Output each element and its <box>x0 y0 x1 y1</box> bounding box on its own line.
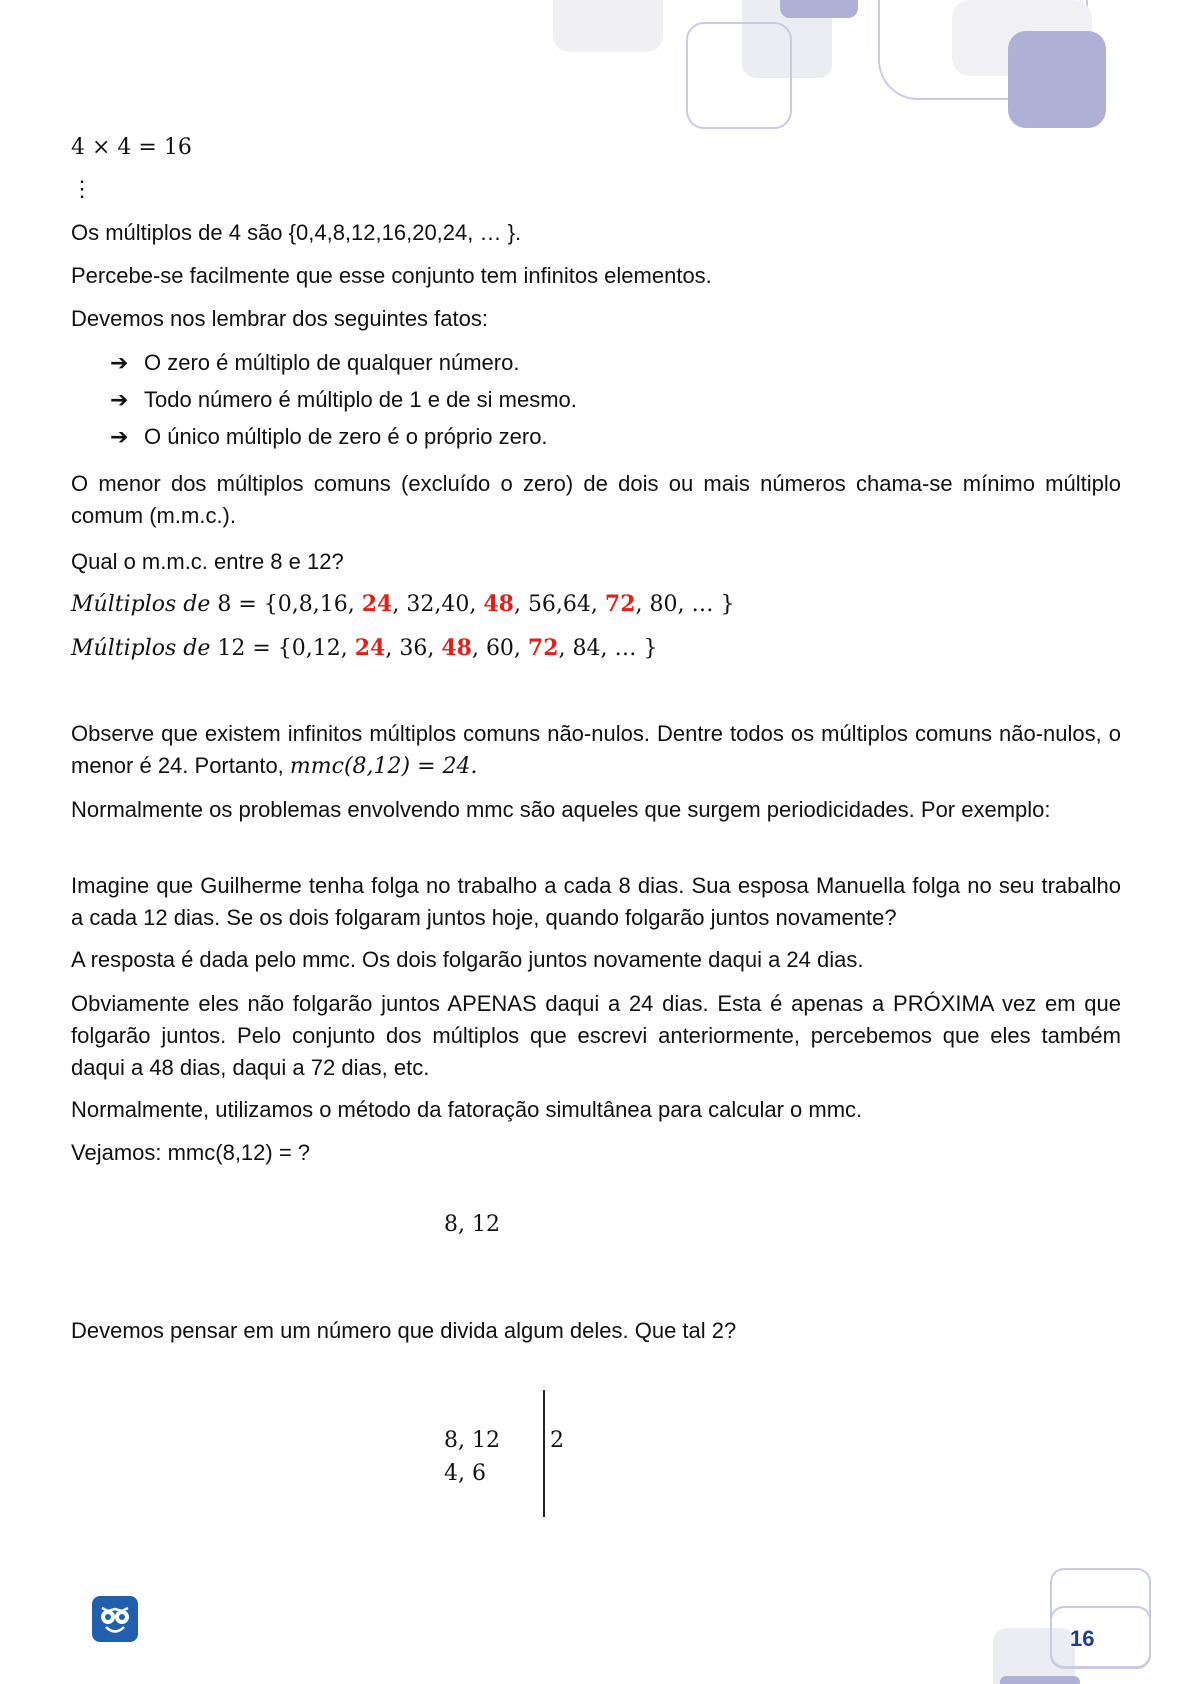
multiples-of-12: Múltiplos de 12 = {0,12, 24, 36, 48, 60, 72, 84, … } <box>71 635 658 661</box>
vejamos-line: Vejamos: mmc(8,12) = ? <box>71 1140 311 1165</box>
answer-paragraph: A resposta é dada pelo mmc. Os dois folgarão juntos novamente daqui a 24 dias. <box>71 947 864 972</box>
number-pair: 8, 12 <box>444 1212 500 1237</box>
footer-decor-3 <box>1050 1606 1151 1668</box>
division-row-1: 8, 12 <box>444 1428 500 1453</box>
arrow-right-icon: ➔ <box>110 424 129 449</box>
observe-paragraph: Observe que existem infinitos múltiplos comuns não-nulos. Dentre todos os múltiplos comuns não-nulos, o menor é 24. Portanto, mmc(8,12) = 24. <box>71 721 1121 779</box>
equation-4x4: 4 × 4 = 16 <box>71 135 192 160</box>
periodicity-paragraph: Normalmente os problemas envolvendo mmc são aqueles que surgem periodicidades. Por exemplo: <box>71 797 1051 822</box>
facts-intro: Devemos nos lembrar dos seguintes fatos: <box>71 306 488 331</box>
arrow-right-icon: ➔ <box>110 387 129 412</box>
method-paragraph: Normalmente, utilizamos o método da fatoração simultânea para calcular o mmc. <box>71 1097 863 1122</box>
mmc-definition: O menor dos múltiplos comuns (excluído o zero) de dois ou mais números chama-se mínimo múltiplo comum (m.m.c.). <box>71 471 1121 528</box>
obviously-paragraph: Obviamente eles não folgarão juntos APENAS daqui a 24 dias. Esta é apenas a PRÓXIMA vez em que folgarão juntos. Pelo conjunto dos múltiplos que escrevi anteriormente, percebemos que eles também daqui a 48 dias, daqui a 72 dias, etc. <box>71 991 1121 1080</box>
header-decor-1 <box>553 0 663 52</box>
arrow-right-icon: ➔ <box>110 350 129 375</box>
header-decor-4 <box>686 22 792 129</box>
think-paragraph: Devemos pensar em um número que divida algum deles. Que tal 2? <box>71 1318 737 1343</box>
multiples-of-4: Os múltiplos de 4 são {0,4,8,12,16,20,24, … }. <box>71 220 522 245</box>
question-mmc-8-12: Qual o m.m.c. entre 8 e 12? <box>71 549 344 574</box>
header-decor-3 <box>780 0 858 18</box>
division-bar <box>543 1390 545 1517</box>
vertical-ellipsis: ⋮ <box>71 177 93 202</box>
header-decor-7 <box>1008 31 1106 128</box>
fact-item: ➔ O único múltiplo de zero é o próprio zero. <box>110 421 548 453</box>
infinite-elements-text: Percebe-se facilmente que esse conjunto tem infinitos elementos. <box>71 263 712 288</box>
page-number: 16 <box>1070 1626 1095 1651</box>
multiples-of-8: Múltiplos de 8 = {0,8,16, 24, 32,40, 48, 56,64, 72, 80, … } <box>71 591 735 617</box>
footer-decor-2 <box>1000 1676 1080 1684</box>
division-row-2: 4, 6 <box>444 1461 486 1486</box>
divisor: 2 <box>550 1428 564 1453</box>
owl-logo-icon <box>92 1596 138 1642</box>
imagine-paragraph: Imagine que Guilherme tenha folga no trabalho a cada 8 dias. Sua esposa Manuella folga no seu trabalho a cada 12 dias. Se os dois folgaram juntos hoje, quando folgarão juntos novamente? <box>71 873 1121 930</box>
fact-item: ➔ O zero é múltiplo de qualquer número. <box>110 347 519 379</box>
fact-item: ➔ Todo número é múltiplo de 1 e de si mesmo. <box>110 384 577 416</box>
